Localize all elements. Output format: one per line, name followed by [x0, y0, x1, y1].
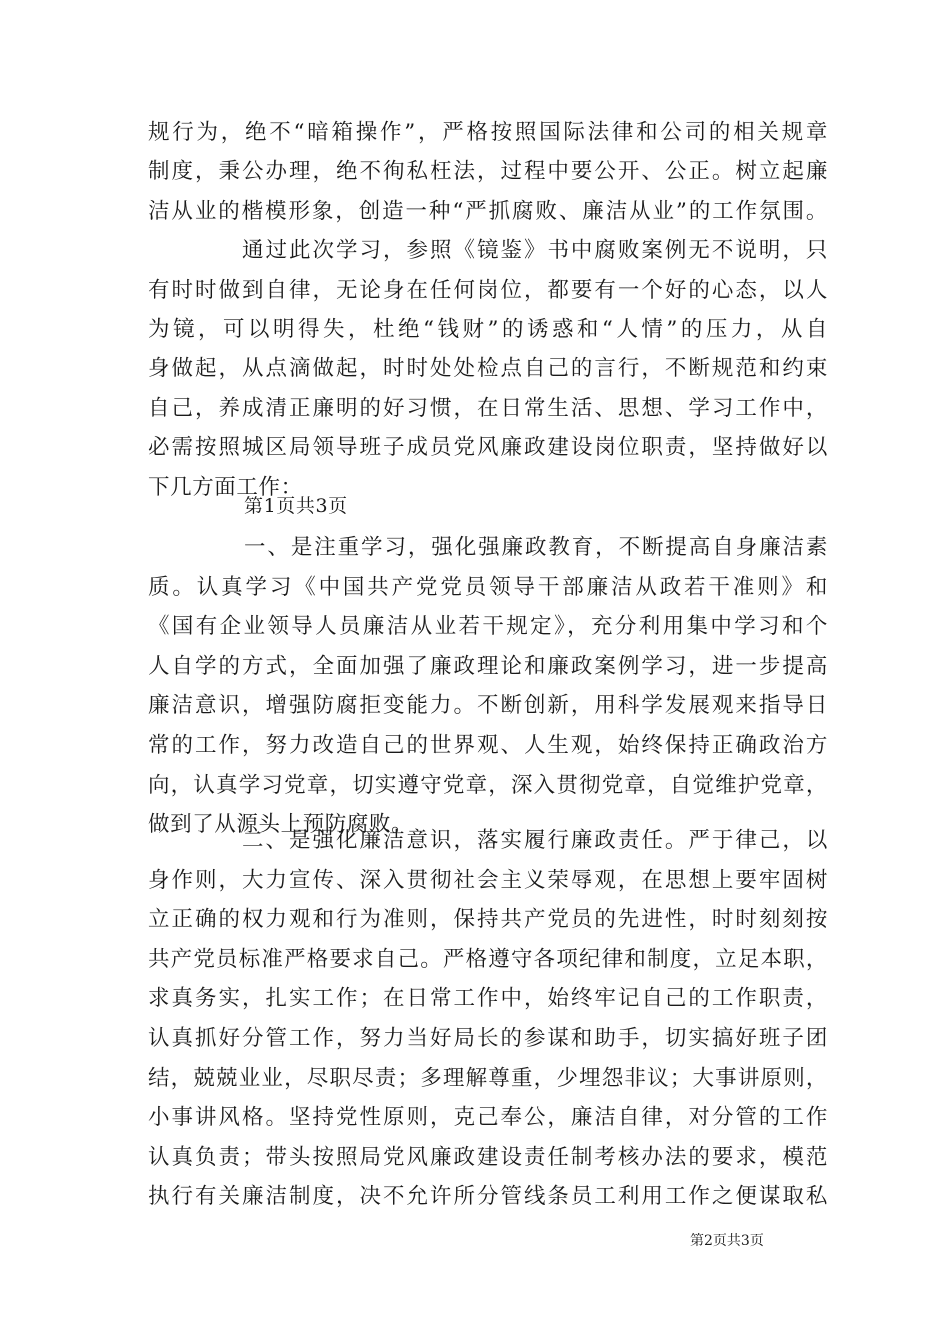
body-text-line: 结，兢兢业业，尽职尽责；多理解尊重，少埋怨非议；大事讲原则， [148, 1065, 828, 1091]
body-text-line: 有时时做到自律，无论身在任何岗位，都要有一个好的心态，以人 [148, 277, 828, 303]
inline-page-marker: 第1页共3页 [244, 495, 348, 517]
body-text-line: 二、是强化廉洁意识，落实履行廉政责任。严于律己，以 [242, 828, 828, 853]
body-text-line: 自己，养成清正廉明的好习惯，在日常生活、思想、学习工作中， [148, 395, 828, 421]
body-text-line: 做到了从源头上预防腐败。 [148, 812, 414, 838]
body-text-line: 共产党员标准严格要求自己。严格遵守各项纪律和制度，立足本职， [148, 946, 828, 972]
body-text-line: 求真务实，扎实工作；在日常工作中，始终牢记自己的工作职责， [148, 986, 828, 1012]
body-text-line: 身做起，从点滴做起，时时处处检点自己的言行，不断规范和约束 [148, 356, 828, 382]
body-text-line: 认真负责；带头按照局党风廉政建设责任制考核办法的要求，模范 [148, 1144, 828, 1170]
body-text-line: 下几方面工作： [148, 474, 303, 500]
body-text-line: 常的工作，努力改造自己的世界观、人生观，始终保持正确政治方 [148, 733, 828, 758]
page-footer: 第2页共3页 [690, 1233, 764, 1249]
body-text-line: 必需按照城区局领导班子成员党风廉政建设岗位职责，坚持做好以 [148, 435, 828, 461]
body-text-line: 认真抓好分管工作，努力当好局长的参谋和助手，切实搞好班子团 [148, 1026, 828, 1051]
body-text-line: 通过此次学习，参照《镜鉴》书中腐败案例无不说明，只 [242, 238, 828, 264]
body-text-line: 人自学的方式，全面加强了廉政理论和廉政案例学习，进一步提高 [148, 653, 828, 679]
body-text-line: 质。认真学习《中国共产党党员领导干部廉洁从政若干准则》和 [148, 574, 828, 600]
body-text-line: 洁从业的楷模形象，创造一种“严抓腐败、廉洁从业”的工作氛围。 [148, 198, 828, 224]
body-text-line: 身作则，大力宣传、深入贯彻社会主义荣辱观，在思想上要牢固树 [148, 867, 828, 893]
body-text-line: 一、是注重学习，强化强廉政教育，不断提高自身廉洁素 [244, 535, 828, 560]
body-text-line: 制度，秉公办理，绝不徇私枉法，过程中要公开、公正。树立起廉 [148, 159, 828, 185]
body-text-line: 廉洁意识，增强防腐拒变能力。不断创新，用科学发展观来指导日 [148, 693, 828, 719]
body-text-line: 《国有企业领导人员廉洁从业若干规定》，充分利用集中学习和个 [148, 614, 828, 640]
body-text-line: 小事讲风格。坚持党性原则，克己奉公，廉洁自律，对分管的工作 [148, 1105, 828, 1131]
body-text-line: 为镜，可以明得失，杜绝“钱财”的诱惑和“人情”的压力，从自 [148, 317, 828, 342]
body-text-line: 规行为，绝不“暗箱操作”，严格按照国际法律和公司的相关规章 [148, 120, 828, 145]
body-text-line: 向，认真学习党章，切实遵守党章，深入贯彻党章，自觉维护党章， [148, 772, 828, 798]
body-text-line: 立正确的权力观和行为准则，保持共产党员的先进性，时时刻刻按 [148, 907, 828, 933]
body-text-line: 执行有关廉洁制度，决不允许所分管线条员工利用工作之便谋取私 [148, 1184, 828, 1210]
